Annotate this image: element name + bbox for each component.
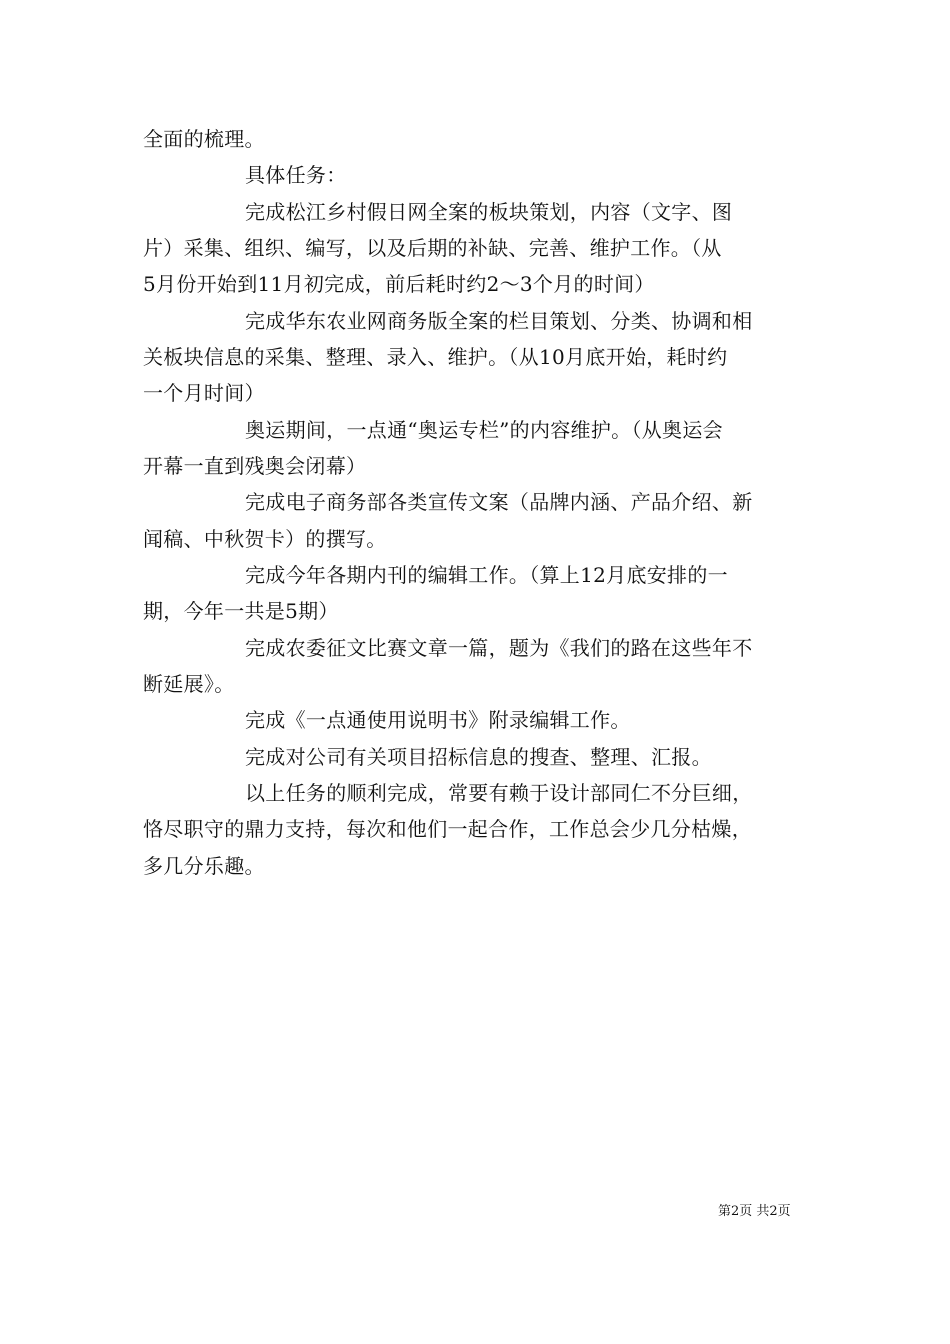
page-number-footer: 第2页 共2页 (718, 1204, 791, 1219)
text-line: 5月份开始到11月初完成，前后耗时约2～3个月的时间） (143, 272, 655, 296)
text-line: 完成华东农业网商务版全案的栏目策划、分类、协调和相 (245, 309, 753, 333)
text-line: 完成《一点通使用说明书》附录编辑工作。 (245, 708, 631, 732)
text-line: 断延展》。 (143, 672, 235, 696)
text-line: 多几分乐趣。 (143, 854, 265, 878)
text-line: 一个月时间） (143, 381, 265, 405)
text-line: 完成电子商务部各类宣传文案（品牌内涵、产品介绍、新 (245, 490, 753, 514)
text-line: 具体任务： (245, 163, 347, 187)
text-line: 奥运期间，一点通“奥运专栏”的内容维护。（从奥运会 (245, 418, 723, 442)
text-line: 完成对公司有关项目招标信息的搜查、整理、汇报。 (245, 745, 712, 769)
text-line: 关板块信息的采集、整理、录入、维护。（从10月底开始，耗时约 (143, 345, 728, 369)
text-line: 完成松江乡村假日网全案的板块策划，内容（文字、图 (245, 200, 733, 224)
text-line: 期，今年一共是5期） (143, 599, 339, 623)
text-line: 闻稿、中秋贺卡）的撰写。 (143, 527, 387, 551)
text-line: 完成农委征文比赛文章一篇，题为《我们的路在这些年不 (245, 636, 753, 660)
text-line: 开幕一直到残奥会闭幕） (143, 454, 367, 478)
text-line: 片）采集、组织、编写，以及后期的补缺、完善、维护工作。（从 (143, 236, 722, 260)
text-line: 完成今年各期内刊的编辑工作。（算上12月底安排的一 (245, 563, 728, 587)
text-line: 恪尽职守的鼎力支持，每次和他们一起合作，工作总会少几分枯燥， (143, 817, 752, 841)
text-line: 全面的梳理。 (143, 127, 265, 151)
text-line: 以上任务的顺利完成，常要有赖于设计部同仁不分巨细， (245, 781, 753, 805)
